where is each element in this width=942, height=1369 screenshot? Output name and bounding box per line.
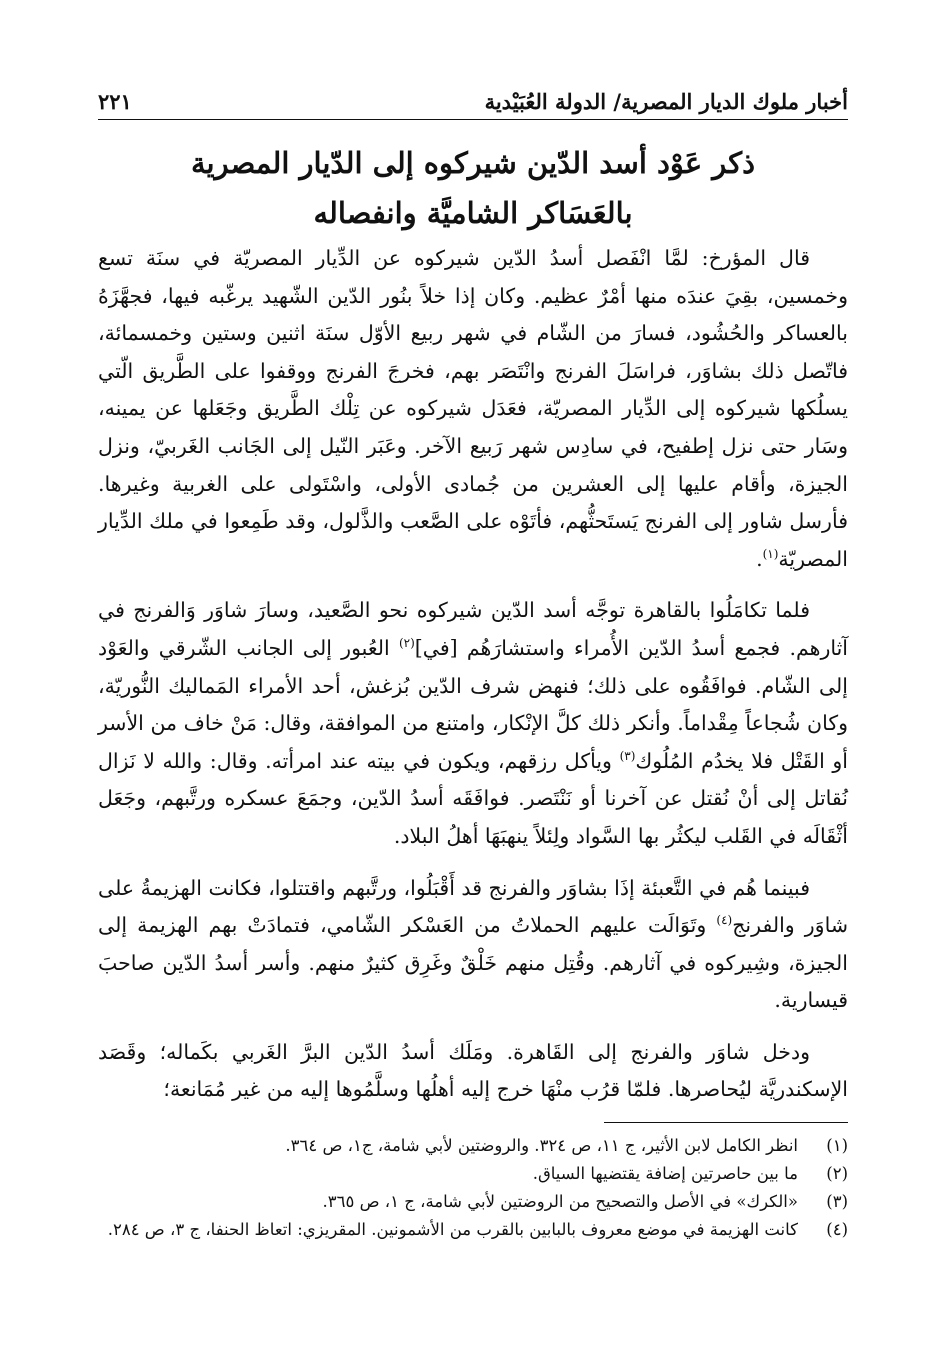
footnote-number: (٣) [826, 1192, 848, 1211]
footnote-ref-4: (٤) [716, 913, 733, 928]
paragraph-3-text: فبينما هُم في التَّعبئة إذَا بشاوَر والفرنج قد أَقْبَلُوا، ورتَّبهم واقتتلوا، فكانت الهزيمةُ على شاوَر والفرنج [98, 875, 849, 938]
footnote-text: ما بين حاصرتين إضافة يقتضيها السياق. [532, 1164, 798, 1183]
paragraph-3-tail: وتَوَالَت عليهم الحملاتُ من العَسْكر الشّامي، فتمادَتْ بهم الهزيمة إلى الجيزة، وشِيركوه في آثارهم. وقُتِل منهم خَلْقٌ وغَرِق كثيرٌ منهم. وأسر أسدُ الدّين صاحبَ قيسارية. [98, 913, 848, 1013]
running-header [98, 86, 848, 120]
footnote-text: انظر الكامل لابن الأثير، ج ١١، ص ٣٢٤. والروضتين لأبي شامة، ج١، ص ٣٦٤. [285, 1136, 798, 1155]
chapter-title-line-1: ذكر عَوْد أسد الدّين شيركوه إلى الدّيار المصرية [191, 146, 755, 180]
footnote-number: (١) [826, 1136, 848, 1155]
page-number: ٢٢١ [98, 89, 132, 114]
running-title: أخبار ملوك الديار المصرية/ الدولة العُبَيْدية [484, 89, 848, 114]
paragraph-2-tail-2: ويأكل رزقهم، ويكون في بيته عند امرأته. وقال: والله لا نَزال نُقاتل إلى أنْ نُقتل عن آخرنا أو نَنْتَصر. فوافَقَه أسدُ الدّين، وجمَعَ عسكره ورتَّبهم، وجَعَل أثْقَالَه في القَلب ليكثُر بها السَّواد ولِئلاً ينهبَهَا أهلُ البلاد. [98, 748, 848, 848]
footnote-number: (٤) [826, 1220, 848, 1239]
paragraph-2-text: فلما تكامَلُوا بالقاهرة توجَّه أسد الدّين شيركوه نحو الصَّعيد، وسارَ شاوَر وَالفرنج في آثارهم. فجمع أسدُ الدّين الأُمراء واستشارَهُم [في] [98, 598, 848, 660]
footnote-number: (٢) [826, 1164, 848, 1183]
book-page [98, 0, 848, 1369]
body-text [98, 240, 848, 1123]
paragraph-4 [98, 1034, 848, 1109]
footnote-text: كانت الهزيمة في موضع معروف بالبابين بالقرب من الأشمونين. المقريزي: اتعاظ الحنفا، ج ٣، ص ٢٨٤. [107, 1220, 798, 1239]
footnotes [98, 1132, 848, 1244]
paragraph-2 [98, 592, 848, 855]
footnote-1 [98, 1132, 848, 1160]
chapter-title-line-2: بالعَسَاكر الشاميَّة وانفصاله [313, 196, 633, 230]
footnote-ref-1: (١) [762, 546, 779, 561]
footnote-2 [98, 1160, 848, 1188]
footnote-text: «الكرك» في الأصل والتصحيح من الروضتين لأبي شامة، ج ١، ص ٣٦٥. [322, 1192, 798, 1211]
footnote-4 [98, 1216, 848, 1244]
footnote-ref-2: (٢) [398, 636, 415, 651]
paragraph-1-text: قال المؤرخ: لمَّا انْفَصل أسدُ الدّين شيركوه عن الدِّيار المصريّة في سنَة تسع وخمسين، بقِيَ عندَه منها أمْرٌ عظيم. وكان إذا خلاً بنُور الدّين الشّهيد يرغّبه فيها، فجهَّزَهُ بالعساكر والحُشُود، فسارَ من الشّام في شهر ربيع الأوّل سنَة اثنين وستين وخمسمائة، فاتّصل ذلك بشاوَر، فراسَلَ الفرنج وانْتَصَر بهم، فخرجَ الفرنج ووقفوا على الطَّريق الّتي يسلُكها شيركوه إلى الدِّيار المصريّة، فعَدَل شيركوه عن تِلْك الطَّريق وجَعَلها عن يمينه، وسَار حتى نزل إطفيح، في سادِس شهر رَبيع الآخر. وعَبَر النّيل إلى الجَانب الغَربيّ، ونزل الجيزة، وأقام عليها إلى العشرين من جُمادى الأولى، واسْتَولى على الغربية وغيرها. فأرسل شاور إلى الفرنج يَستَحثُّهم، فأتَوْه على الصَّعب والذَّلول، وقد طَمِعوا في ملك الدِّيار المصريّة [98, 246, 848, 571]
paragraph-1-tail: . [756, 546, 763, 571]
footnote-divider [604, 1122, 848, 1123]
chapter-title [98, 138, 848, 238]
paragraph-4-text: ودخل شاوَر والفرنج إلى القَاهرة. ومَلَك أسدُ الدّين البرَّ الغَربي بكَماله؛ وقَصَد الإسكندريَّة ليُحاصرها. فلمّا قرُب منْهَا خرج إليه أهلُها وسلَّمُوها إليه من غير مُمَانعة؛ [98, 1039, 848, 1102]
paragraph-1 [98, 240, 848, 578]
paragraph-2-tail: العُبور إلى الجانب الشّرقي والعَوْد إلى الشّام. فوافَقُوه على ذلك؛ فنهض شرف الدّين بُزغش، أحد الأمراء المَماليك النُّوريّة، وكان شُجاعاً مِقْداماً. وأنكر ذلك كلَّ الإنْكار، وامتنع من الموافقة، وقال: مَنْ خاف من الأسر أو القَتْل فلا يخدُم المُلُوك [98, 635, 848, 773]
paragraph-3 [98, 870, 848, 1020]
footnote-3 [98, 1188, 848, 1216]
footnote-ref-3: (٣) [619, 748, 636, 763]
